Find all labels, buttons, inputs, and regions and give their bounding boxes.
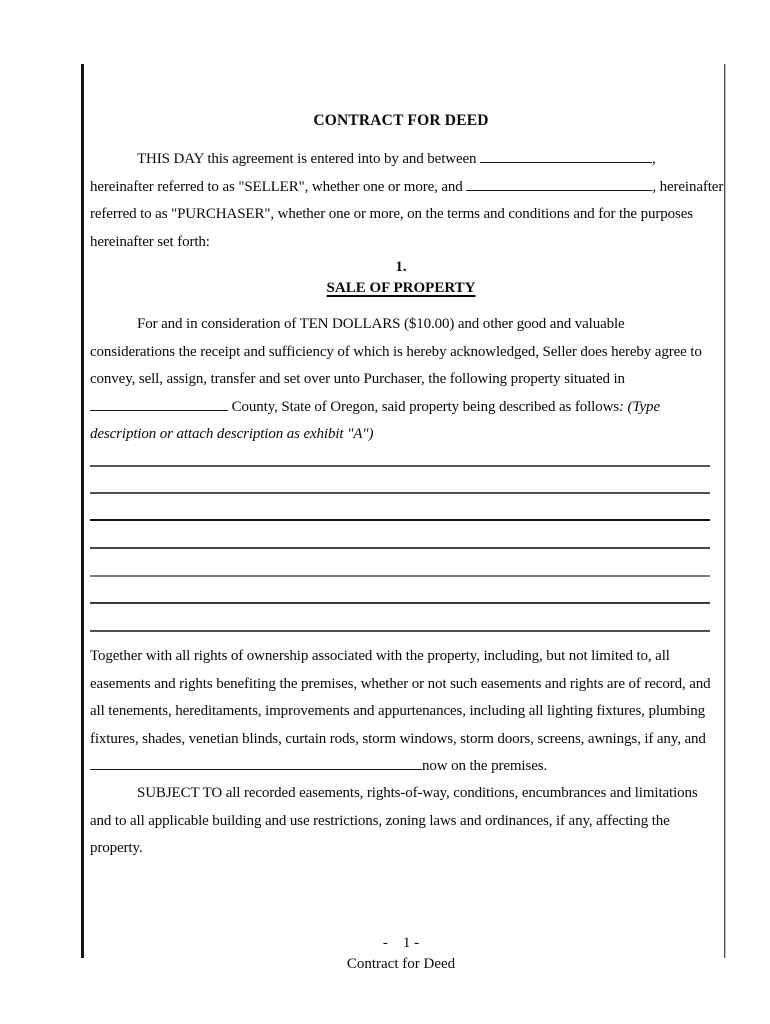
body-line — [90, 835, 724, 863]
document-title: CONTRACT FOR DEED — [313, 112, 489, 129]
description-fill-line[interactable] — [90, 547, 710, 549]
body-line — [90, 643, 724, 671]
body-text: fixtures, shades, venetian blinds, curtain rods, storm windows, storm doors, screens, awnings, if any, and — [90, 730, 706, 747]
scan-border-left-bar — [81, 64, 84, 958]
body-text-italic: : (Type — [619, 398, 660, 415]
body-text: and to all applicable building and use restrictions, zoning laws and ordinances, if any, affecting the — [90, 812, 670, 829]
intro-text: referred to as "PURCHASER", whether one or more, on the terms and conditions and for the purposes — [90, 206, 693, 222]
body-line — [90, 671, 724, 699]
fill-blank-purchaser-name[interactable] — [466, 189, 652, 191]
together-with-paragraph — [90, 643, 724, 781]
body-text: now on the premises. — [422, 758, 548, 774]
intro-line — [90, 146, 724, 174]
description-fill-line[interactable] — [90, 575, 710, 577]
body-line — [90, 698, 724, 726]
footer-document-name: Contract for Deed — [346, 956, 456, 972]
body-line — [90, 366, 724, 394]
description-fill-line[interactable] — [90, 602, 710, 604]
scan-border-right-line — [724, 64, 725, 958]
body-line — [90, 726, 724, 754]
body-text: SUBJECT TO all recorded easements, rights-of-way, conditions, encumbrances and limitations — [137, 785, 698, 801]
description-fill-line[interactable] — [90, 465, 710, 467]
intro-text: hereinafter set forth: — [90, 233, 210, 250]
body-line — [90, 339, 724, 367]
intro-text: hereinafter referred to as "SELLER", whether one or more, and — [90, 178, 467, 195]
intro-line — [90, 229, 724, 257]
sale-of-property-paragraph — [90, 311, 724, 449]
footer-page-number: - 1 - — [382, 935, 420, 951]
intro-line — [90, 174, 724, 202]
section-heading-text: SALE OF PROPERTY — [326, 280, 476, 296]
fill-blank-seller-name[interactable] — [480, 161, 652, 163]
body-line — [90, 753, 724, 781]
body-line — [90, 421, 724, 449]
body-text: County, State of Oregon, said property being described as follows — [228, 398, 620, 415]
body-line — [90, 311, 724, 339]
body-text: easements and rights benefiting the premises, whether or not such easements and rights are of record, and — [90, 675, 711, 692]
section-number: 1. — [395, 259, 407, 275]
page-footer — [90, 933, 712, 975]
fill-blank-items-on-premises[interactable] — [90, 768, 422, 770]
body-text: property. — [90, 840, 143, 856]
fill-blank-county[interactable] — [90, 409, 228, 411]
description-fill-line[interactable] — [90, 492, 710, 494]
intro-line — [90, 201, 724, 229]
intro-paragraph — [90, 146, 724, 256]
body-text: For and in consideration of TEN DOLLARS ($10.00) and other good and valuable — [137, 316, 625, 332]
body-text: considerations the receipt and sufficiency of which is hereby acknowledged, Seller does hereby agree to — [90, 343, 702, 360]
description-fill-line[interactable] — [90, 630, 710, 632]
body-line — [90, 394, 724, 422]
body-line — [90, 780, 724, 808]
section-heading — [90, 278, 712, 299]
intro-text: THIS DAY this agreement is entered into by and between — [137, 151, 481, 167]
body-text: all tenements, hereditaments, improvements and appurtenances, including all lighting fixtures, plumbing — [90, 703, 705, 719]
body-text-italic: description or attach description as exhibit "A") — [90, 426, 374, 442]
description-fill-line[interactable] — [90, 519, 710, 521]
body-text: Together with all rights of ownership associated with the property, including, but not limited to, all — [90, 648, 670, 664]
intro-text: , hereinafter — [652, 178, 724, 195]
subject-to-paragraph — [90, 780, 724, 863]
body-text: convey, sell, assign, transfer and set over unto Purchaser, the following property situated in — [90, 371, 625, 387]
intro-text: , — [652, 151, 656, 167]
body-line — [90, 808, 724, 836]
